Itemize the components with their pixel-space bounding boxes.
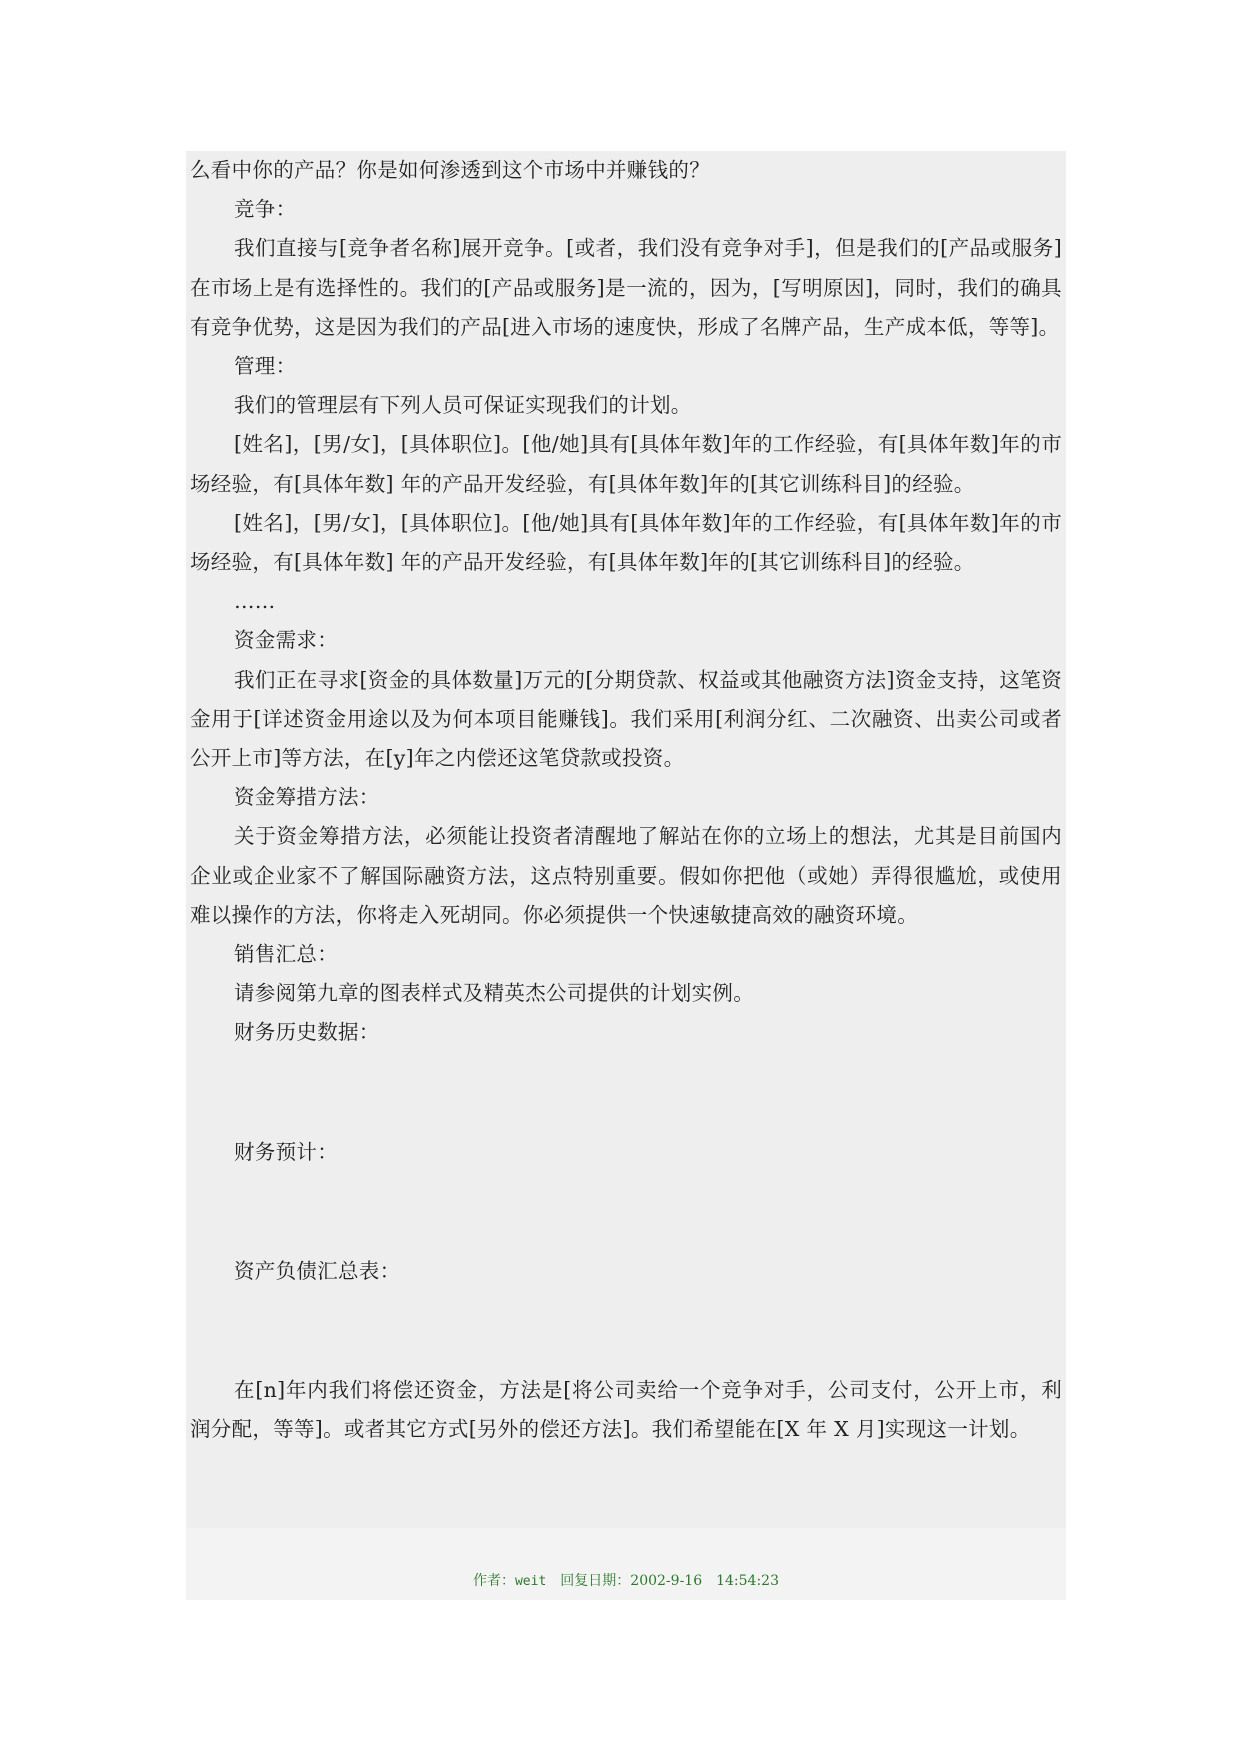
heading-financial-history: 财务历史数据： bbox=[234, 1020, 380, 1045]
heading-sales-summary: 销售汇总： bbox=[234, 942, 338, 967]
reply-date: 2002-9-16 bbox=[630, 1573, 703, 1589]
author-name[interactable]: weit bbox=[514, 1574, 547, 1589]
paragraph-sales-summary: 请参阅第九章的图表样式及精英杰公司提供的计划实例。 bbox=[234, 981, 754, 1006]
paragraph-funding-needs: 我们正在寻求[资金的具体数量]万元的[分期贷款、权益或其他融资方法]资金支持，这笔资金用于[详述资金用途以及为何本项目能赚钱]。我们采用[利润分红、二次融资、出卖公司或者公开上市]等方法，在[y]年之内偿还这笔贷款或投资。 bbox=[190, 667, 1062, 771]
heading-funding-needs: 资金需求： bbox=[234, 628, 338, 653]
heading-balance-sheet: 资产负债汇总表： bbox=[234, 1258, 401, 1283]
blank-space bbox=[190, 1291, 1062, 1371]
reply-date-label: 回复日期： bbox=[560, 1573, 631, 1589]
post-content bbox=[186, 151, 1066, 1528]
heading-financial-forecast: 财务预计： bbox=[234, 1139, 338, 1164]
paragraph-manager-1: [姓名]，[男/女]，[具体职位]。[他/她]具有[具体年数]年的工作经验，有[具体年数]年的市场经验，有[具体年数] 年的产品开发经验，有[具体年数]年的[其它训练科目]的经验。 bbox=[190, 432, 1062, 496]
paragraph-manager-2: [姓名]，[男/女]，[具体职位]。[他/她]具有[具体年数]年的工作经验，有[具体年数]年的市场经验，有[具体年数] 年的产品开发经验，有[具体年数]年的[其它训练科目]的经验。 bbox=[190, 510, 1062, 575]
post-meta bbox=[186, 1570, 1066, 1590]
paragraph-repayment: 在[n]年内我们将偿还资金，方法是[将公司卖给一个竞争对手，公司支付，公开上市，利润分配，等等]。或者其它方式[另外的偿还方法]。我们希望能在[X 年 X 月]实现这一计划。 bbox=[190, 1378, 1062, 1442]
author-label: 作者： bbox=[472, 1573, 515, 1589]
paragraph-management-intro: 我们的管理层有下列人员可保证实现我们的计划。 bbox=[234, 393, 692, 418]
heading-competition: 竞争： bbox=[234, 197, 297, 222]
post-footer bbox=[186, 1528, 1066, 1600]
paragraph-ellipsis: …… bbox=[234, 589, 276, 614]
paragraph-competition: 我们直接与[竞争者名称]展开竞争。[或者，我们没有竞争对手]，但是我们的[产品或服务]在市场上是有选择性的。我们的[产品或服务]是一流的，因为，[写明原因]，同时，我们的确具有竞争优势，这是因为我们的产品[进入市场的速度快，形成了名牌产品，生产成本低，等等]。 bbox=[190, 236, 1062, 339]
blank-space bbox=[190, 1172, 1062, 1252]
paragraph-market-question: 么看中你的产品？你是如何渗透到这个市场中并赚钱的？ bbox=[190, 158, 710, 182]
paragraph-funding-methods: 关于资金筹措方法，必须能让投资者清醒地了解站在你的立场上的想法，尤其是目前国内企业或企业家不了解国际融资方法，这点特别重要。假如你把他（或她）弄得很尴尬，或使用难以操作的方法，你将走入死胡同。你必须提供一个快速敏捷高效的融资环境。 bbox=[190, 824, 1062, 927]
blank-space bbox=[190, 1053, 1062, 1133]
reply-time: 14:54:23 bbox=[716, 1573, 779, 1589]
heading-funding-methods: 资金筹措方法： bbox=[234, 785, 380, 810]
heading-management: 管理： bbox=[234, 354, 297, 379]
